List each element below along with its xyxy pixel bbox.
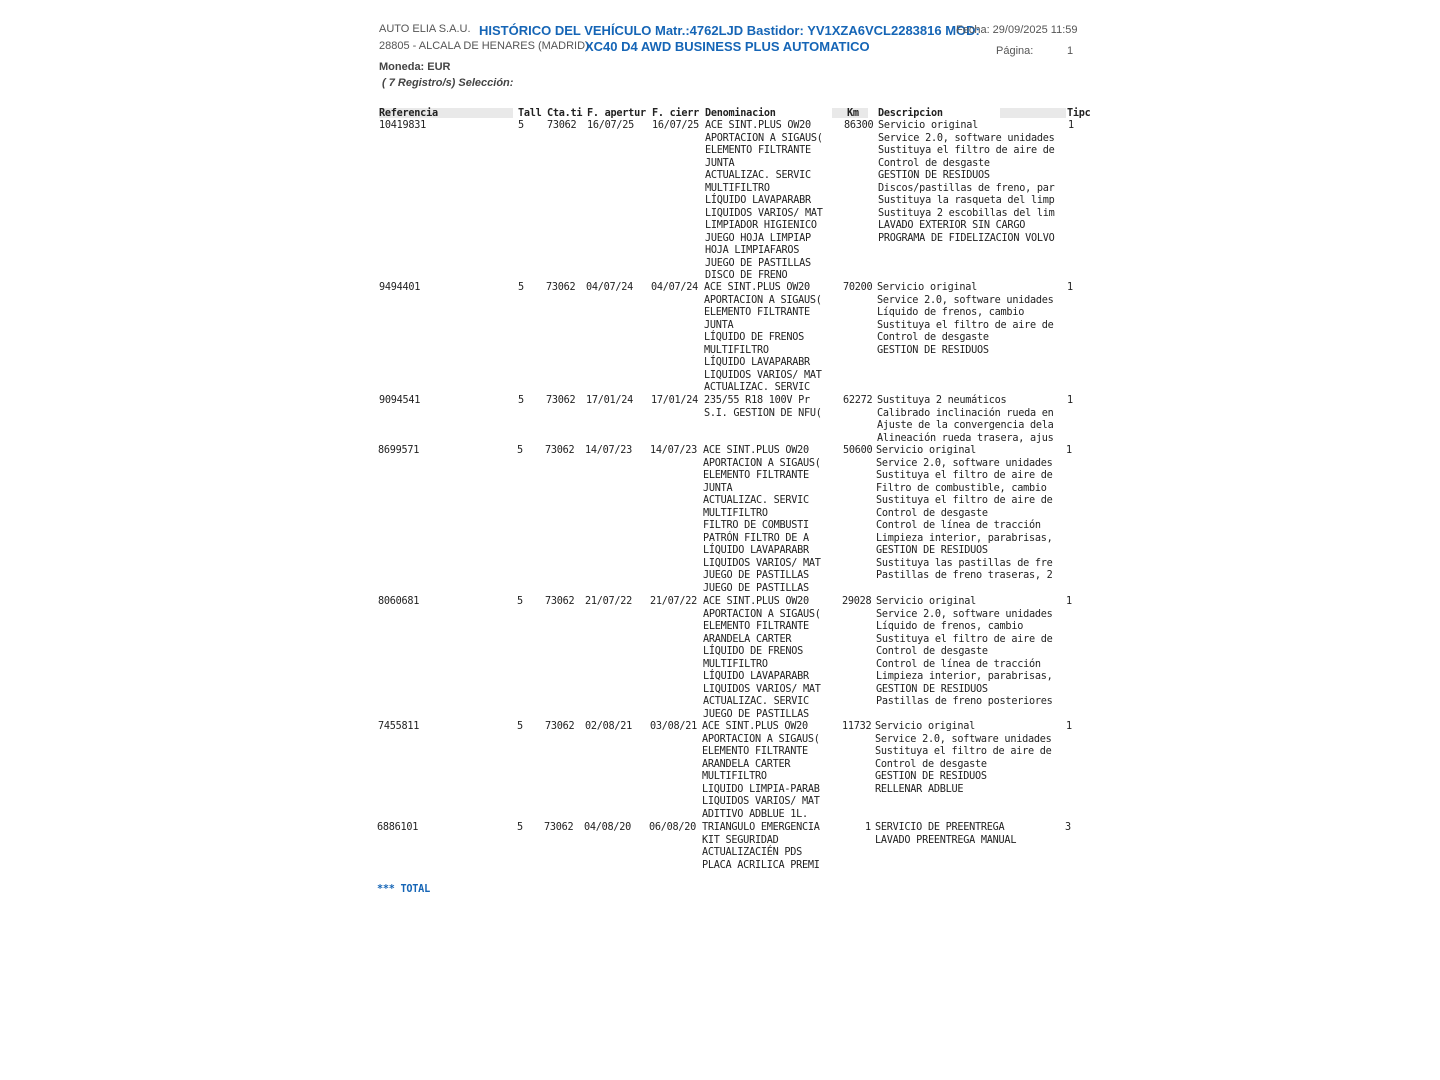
- denominacion-line: MULTIFILTRO: [703, 507, 768, 519]
- total-label: *** TOTAL: [377, 884, 430, 895]
- row-denominacion-lines: [702, 822, 820, 872]
- denominacion-line: MULTIFILTRO: [703, 658, 768, 670]
- denominacion-line: LÍQUIDO LAVAPARABR: [703, 671, 809, 682]
- descripcion-line: Sustituya el filtro de aire de: [876, 633, 1053, 645]
- column-header-km: Km: [847, 108, 859, 119]
- denominacion-line: APORTACION A SIGAUS(: [702, 733, 820, 745]
- denominacion-line: LÍQUIDO LAVAPARABR: [703, 545, 809, 556]
- denominacion-line: ACTUALIZAC. SERVIC: [703, 495, 809, 506]
- denominacion-line: LÍQUIDO DE FRENOS: [703, 646, 804, 657]
- denominacion-line: APORTACION A SIGAUS(: [704, 294, 822, 306]
- row-cuenta: 73062: [545, 445, 575, 456]
- row-referencia: 7455811: [378, 721, 420, 732]
- denominacion-line: ACTUALIZAC. SERVIC: [703, 696, 809, 707]
- row-denominacion-lines: [705, 120, 823, 283]
- row-km: 86300: [844, 120, 874, 131]
- row-fecha-apertura: 17/01/24: [586, 395, 634, 406]
- descripcion-line: Control de desgaste: [876, 507, 988, 519]
- row-denominacion-lines: [703, 596, 821, 721]
- descripcion-line: LAVADO EXTERIOR SIN CARGO: [878, 220, 1026, 231]
- descripcion-line: Control de desgaste: [877, 332, 989, 343]
- row-fecha-apertura: 16/07/25: [587, 120, 635, 131]
- descripcion-line: Sustituya el filtro de aire de: [875, 746, 1052, 757]
- descripcion-line: Discos/pastillas de freno, par: [878, 182, 1055, 194]
- row-km: 29028: [842, 596, 872, 607]
- row-descripcion-lines: [875, 721, 1052, 796]
- descripcion-line: Sustituya las pastillas de fre: [876, 557, 1053, 569]
- descripcion-line: Control de desgaste: [878, 157, 990, 169]
- denominacion-line: DISCO DE FRENO: [705, 270, 788, 281]
- denominacion-line: ARANDELA CARTER: [703, 633, 792, 645]
- descripcion-line: Service 2.0, software unidades: [876, 608, 1053, 620]
- denominacion-line: JUNTA: [703, 482, 733, 494]
- descripcion-line: PROGRAMA DE FIDELIZACION VOLVO: [878, 232, 1055, 244]
- row-km: 70200: [843, 282, 873, 293]
- descripcion-line: Control de desgaste: [875, 758, 987, 770]
- denominacion-line: ADITIVO ADBLUE 1L.: [702, 808, 808, 820]
- denominacion-line: KIT SEGURIDAD: [702, 834, 779, 846]
- descripcion-line: GESTION DE RESIDUOS: [878, 170, 990, 181]
- currency-label: Moneda: EUR: [379, 61, 451, 73]
- denominacion-line: ACE SINT.PLUS OW20: [703, 445, 809, 456]
- denominacion-line: JUEGO DE PASTILLAS: [705, 257, 811, 269]
- denominacion-line: TRIANGULO EMERGENCIA: [702, 822, 820, 833]
- descripcion-line: GESTION DE RESIDUOS: [877, 344, 989, 356]
- row-denominacion-lines: [703, 445, 821, 595]
- descripcion-line: Servicio original: [876, 445, 977, 456]
- denominacion-line: S.I. GESTION DE NFU(: [704, 407, 822, 419]
- row-descripcion-lines: [876, 596, 1053, 709]
- descripcion-line: Service 2.0, software unidades: [877, 294, 1054, 306]
- vehicle-model: XC40 D4 AWD BUSINESS PLUS AUTOMATICO: [585, 39, 870, 54]
- row-descripcion-lines: [877, 395, 1054, 445]
- column-header-taller: Tall: [518, 108, 542, 119]
- row-km: 50600: [843, 445, 873, 456]
- denominacion-line: LIQUIDOS VARIOS/ MAT: [703, 683, 821, 695]
- denominacion-line: 235/55 R18 100V Pr: [704, 395, 810, 406]
- denominacion-line: JUEGO DE PASTILLAS: [703, 708, 809, 720]
- column-header-fecha-apertura: F. apertur: [587, 108, 646, 119]
- row-km: 1: [865, 822, 871, 833]
- row-tipo: 1: [1066, 445, 1072, 456]
- row-fecha-apertura: 21/07/22: [585, 596, 633, 607]
- descripcion-line: Service 2.0, software unidades: [875, 733, 1052, 745]
- denominacion-line: ELEMENTO FILTRANTE: [703, 470, 809, 481]
- column-header-shade: [1000, 108, 1066, 118]
- descripcion-line: Control de desgaste: [876, 646, 988, 657]
- row-tipo: 1: [1068, 120, 1074, 131]
- denominacion-line: ACTUALIZAC. SERVIC: [705, 170, 811, 181]
- denominacion-line: LÍQUIDO LAVAPARABR: [704, 357, 810, 368]
- descripcion-line: GESTION DE RESIDUOS: [876, 545, 988, 556]
- row-referencia: 8060681: [378, 596, 420, 607]
- denominacion-line: APORTACION A SIGAUS(: [703, 608, 821, 620]
- denominacion-line: JUNTA: [705, 157, 735, 169]
- descripcion-line: Alineación rueda trasera, ajus: [877, 432, 1054, 444]
- descripcion-line: Filtro de combustible, cambio: [876, 482, 1047, 494]
- denominacion-line: LÍQUIDO LAVAPARABR: [705, 195, 811, 206]
- row-tipo: 1: [1067, 395, 1073, 406]
- descripcion-line: Líquido de frenos, cambio: [877, 307, 1025, 318]
- row-taller: 5: [517, 445, 523, 456]
- row-cuenta: 73062: [545, 596, 575, 607]
- records-count: ( 7 Registro/s) Selección:: [382, 77, 514, 89]
- descripcion-line: Sustituya el filtro de aire de: [878, 145, 1055, 156]
- row-fecha-apertura: 02/08/21: [585, 721, 633, 732]
- descripcion-line: Pastillas de freno traseras, 2: [876, 570, 1053, 581]
- row-referencia: 10419831: [379, 120, 427, 131]
- row-taller: 5: [518, 395, 524, 406]
- descripcion-line: Control de línea de tracción: [876, 520, 1041, 531]
- denominacion-line: MULTIFILTRO: [704, 344, 769, 356]
- denominacion-line: LIQUIDOS VARIOS/ MAT: [704, 369, 822, 381]
- denominacion-line: ELEMENTO FILTRANTE: [705, 145, 811, 156]
- denominacion-line: ACE SINT.PLUS OW20: [703, 596, 809, 607]
- row-fecha-cierre: 21/07/22: [650, 596, 698, 607]
- row-fecha-cierre: 06/08/20: [649, 822, 697, 833]
- descripcion-line: Service 2.0, software unidades: [878, 132, 1055, 144]
- descripcion-line: LAVADO PREENTREGA MANUAL: [875, 834, 1017, 846]
- descripcion-line: GESTION DE RESIDUOS: [875, 771, 987, 782]
- denominacion-line: JUNTA: [704, 319, 734, 331]
- column-header-descripcion: Descripcion: [878, 108, 943, 119]
- descripcion-line: Servicio original: [878, 120, 979, 131]
- row-cuenta: 73062: [545, 721, 575, 732]
- row-km: 11732: [842, 721, 872, 732]
- descripcion-line: Servicio original: [876, 596, 977, 607]
- row-taller: 5: [518, 120, 524, 131]
- row-taller: 5: [517, 596, 523, 607]
- row-taller: 5: [517, 822, 523, 833]
- descripcion-line: Limpieza interior, parabrisas,: [876, 671, 1053, 682]
- denominacion-line: MULTIFILTRO: [702, 771, 767, 782]
- row-fecha-cierre: 03/08/21: [650, 721, 698, 732]
- row-referencia: 6886101: [377, 822, 419, 833]
- row-cuenta: 73062: [544, 822, 574, 833]
- row-cuenta: 73062: [546, 282, 576, 293]
- row-tipo: 1: [1066, 721, 1072, 732]
- denominacion-line: LÍQUIDO DE FRENOS: [704, 332, 805, 343]
- descripcion-line: Sustituya el filtro de aire de: [877, 319, 1054, 331]
- row-descripcion-lines: [876, 445, 1053, 583]
- row-km: 62272: [843, 395, 873, 406]
- row-denominacion-lines: [702, 721, 820, 821]
- denominacion-line: MULTIFILTRO: [705, 182, 770, 194]
- descripcion-line: Calibrado inclinación rueda en: [877, 407, 1054, 419]
- row-descripcion-lines: [878, 120, 1055, 245]
- row-descripcion-lines: [875, 822, 1016, 847]
- row-fecha-cierre: 14/07/23: [650, 445, 698, 456]
- descripcion-line: Limpieza interior, parabrisas,: [876, 532, 1053, 544]
- row-cuenta: 73062: [546, 395, 576, 406]
- descripcion-line: Sustituya el filtro de aire de: [876, 495, 1053, 506]
- descripcion-line: Líquido de frenos, cambio: [876, 621, 1024, 632]
- denominacion-line: HOJA LIMPIAFAROS: [705, 245, 800, 256]
- row-tipo: 3: [1065, 822, 1071, 833]
- denominacion-line: ACE SINT.PLUS OW20: [704, 282, 810, 293]
- descripcion-line: RELLENAR ADBLUE: [875, 783, 964, 795]
- descripcion-line: Ajuste de la convergencia dela: [877, 420, 1054, 431]
- row-denominacion-lines: [704, 395, 822, 420]
- denominacion-line: LIQUIDO LIMPIA-PARAB: [702, 783, 820, 795]
- row-tipo: 1: [1067, 282, 1073, 293]
- descripcion-line: Control de línea de tracción: [876, 658, 1041, 670]
- row-denominacion-lines: [704, 282, 822, 395]
- denominacion-line: ELEMENTO FILTRANTE: [704, 307, 810, 318]
- column-header-cuenta: Cta.ti: [547, 108, 583, 119]
- descripcion-line: Sustituya el filtro de aire de: [876, 470, 1053, 481]
- descripcion-line: Service 2.0, software unidades: [876, 457, 1053, 469]
- column-header-tipo: Tipc: [1067, 108, 1091, 119]
- denominacion-line: ACE SINT.PLUS OW20: [702, 721, 808, 732]
- row-tipo: 1: [1066, 596, 1072, 607]
- descripcion-line: Sustituya 2 neumáticos: [877, 395, 1007, 406]
- denominacion-line: PATRÓN FILTRO DE A: [703, 532, 809, 544]
- row-cuenta: 73062: [547, 120, 577, 131]
- denominacion-line: ACTUALIZACIÉN PDS: [702, 847, 803, 858]
- denominacion-line: ELEMENTO FILTRANTE: [703, 621, 809, 632]
- denominacion-line: APORTACION A SIGAUS(: [703, 457, 821, 469]
- denominacion-line: ACE SINT.PLUS OW20: [705, 120, 811, 131]
- row-fecha-cierre: 17/01/24: [651, 395, 699, 406]
- descripcion-line: Sustituya la rasqueta del limp: [878, 195, 1055, 206]
- denominacion-line: LIQUIDOS VARIOS/ MAT: [702, 796, 820, 807]
- denominacion-line: JUEGO DE PASTILLAS: [703, 582, 809, 594]
- column-header-referencia: Referencia: [379, 108, 438, 119]
- column-header-fecha-cierre: F. cierr: [652, 108, 700, 119]
- descripcion-line: Sustituya 2 escobillas del lim: [878, 207, 1055, 219]
- denominacion-line: ACTUALIZAC. SERVIC: [704, 382, 810, 393]
- page-label: Página:: [996, 45, 1034, 57]
- company-address: 28805 - ALCALA DE HENARES (MADRID): [379, 40, 589, 52]
- row-taller: 5: [518, 282, 524, 293]
- descripcion-line: GESTION DE RESIDUOS: [876, 683, 988, 695]
- denominacion-line: FILTRO DE COMBUSTI: [703, 520, 809, 531]
- report-date: Fecha: 29/09/2025 11:59: [956, 24, 1078, 36]
- row-fecha-cierre: 16/07/25: [652, 120, 700, 131]
- descripcion-line: Servicio original: [877, 282, 978, 293]
- denominacion-line: LIQUIDOS VARIOS/ MAT: [703, 557, 821, 569]
- descripcion-line: SERVICIO DE PREENTREGA: [875, 822, 1005, 833]
- denominacion-line: LIQUIDOS VARIOS/ MAT: [705, 207, 823, 219]
- denominacion-line: ELEMENTO FILTRANTE: [702, 746, 808, 757]
- row-fecha-apertura: 04/08/20: [584, 822, 632, 833]
- row-fecha-apertura: 04/07/24: [586, 282, 634, 293]
- row-referencia: 9494401: [379, 282, 421, 293]
- row-descripcion-lines: [877, 282, 1054, 357]
- row-referencia: 9094541: [379, 395, 421, 406]
- column-header-denominacion: Denominacion: [705, 108, 776, 119]
- denominacion-line: ARANDELA CARTER: [702, 758, 791, 770]
- denominacion-line: PLACA ACRILICA PREMI: [702, 859, 820, 871]
- denominacion-line: JUEGO HOJA LIMPIAP: [705, 232, 811, 244]
- row-taller: 5: [517, 721, 523, 732]
- report-title: HISTÓRICO DEL VEHÍCULO Matr.:4762LJD Bastidor: YV1XZA6VCL2283816 MOD:: [479, 23, 980, 38]
- page-number: 1: [1067, 45, 1074, 57]
- company-name: AUTO ELIA S.A.U.: [379, 23, 471, 35]
- descripcion-line: Pastillas de freno posteriores: [876, 696, 1053, 707]
- denominacion-line: JUEGO DE PASTILLAS: [703, 570, 809, 581]
- denominacion-line: LIMPIADOR HIGIENICO: [705, 220, 817, 231]
- row-fecha-cierre: 04/07/24: [651, 282, 699, 293]
- descripcion-line: Servicio original: [875, 721, 976, 732]
- row-fecha-apertura: 14/07/23: [585, 445, 633, 456]
- denominacion-line: APORTACION A SIGAUS(: [705, 132, 823, 144]
- row-referencia: 8699571: [378, 445, 420, 456]
